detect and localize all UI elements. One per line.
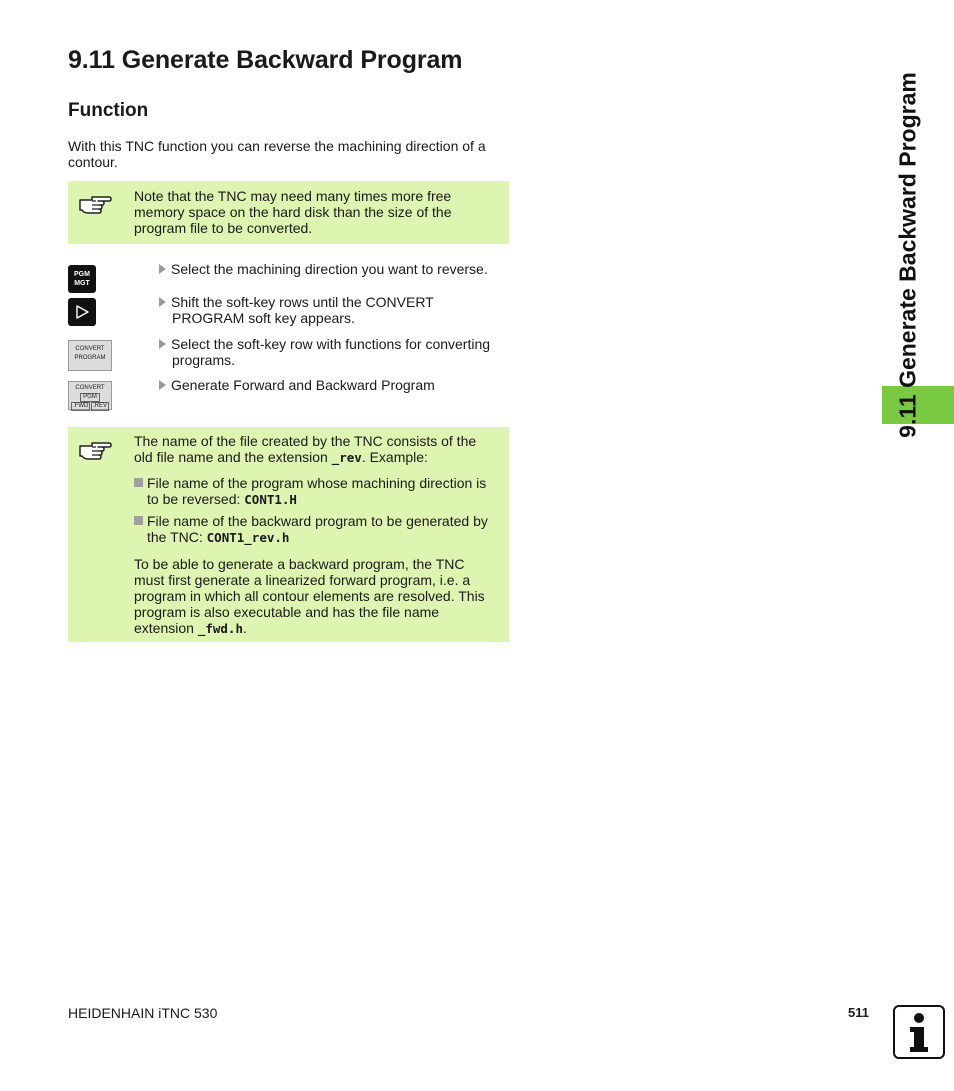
- info-glyph: [895, 1007, 943, 1057]
- note-line: extension: [134, 620, 198, 636]
- note-line: program file to be converted.: [134, 220, 313, 236]
- step-item: [159, 294, 511, 326]
- note-line: Note that the TNC may need many times more free: [134, 188, 452, 204]
- softkey-label: CONVERT: [75, 346, 105, 352]
- step-text: PROGRAM soft key appears.: [172, 310, 355, 326]
- step-text: programs.: [172, 352, 236, 368]
- pointing-hand-icon: [78, 191, 112, 217]
- step-text: Select the soft-key row with functions for converting: [171, 336, 491, 352]
- list-item: [134, 513, 499, 546]
- square-bullet-icon: [134, 516, 143, 525]
- list-item-text: File name of the backward program to be generated by: [147, 513, 488, 529]
- convert-fwd-rev-softkey[interactable]: [68, 381, 112, 410]
- step-text: Select the machining direction you want to reverse.: [171, 261, 488, 277]
- triangle-bullet-icon: [159, 264, 166, 274]
- softkey-label: PGM: [80, 393, 100, 402]
- convert-program-softkey[interactable]: [68, 340, 112, 371]
- note-line: memory space on the hard disk than the size of the: [134, 204, 452, 220]
- step-item: [159, 336, 511, 368]
- note-box-memory: [68, 181, 509, 244]
- pgm-mgt-key[interactable]: [68, 265, 96, 293]
- key-label: PGM: [74, 271, 90, 278]
- softkey-label: CONVERT: [75, 385, 105, 391]
- page-title: 9.11 Generate Backward Program: [68, 46, 463, 74]
- note-line: program in which all contour elements are resolved. This: [134, 588, 485, 604]
- section-heading: Function: [68, 100, 149, 121]
- intro-paragraph: With this TNC function you can reverse the machining direction of a contour.: [68, 138, 486, 170]
- triangle-bullet-icon: [159, 339, 166, 349]
- note-line: . Example:: [361, 449, 428, 465]
- page-number: 511: [848, 1005, 869, 1020]
- note-line: old file name and the extension: [134, 449, 328, 465]
- note-line: The name of the file created by the TNC consists of the: [134, 433, 477, 449]
- softkey-label: .REV: [92, 403, 107, 409]
- step-item: [159, 377, 511, 393]
- right-arrow-icon: [74, 304, 90, 320]
- triangle-bullet-icon: [159, 297, 166, 307]
- triangle-bullet-icon: [159, 380, 166, 390]
- note-line: program is also executable and has the file name: [134, 604, 440, 620]
- note-text: [134, 433, 499, 637]
- list-item-text: File name of the program whose machining direction is: [147, 475, 487, 491]
- note-text: [134, 188, 499, 236]
- filename-code: CONT1.H: [244, 492, 297, 507]
- softkey-label: .FWD: [73, 403, 89, 409]
- square-bullet-icon: [134, 478, 143, 487]
- softkey-label: PROGRAM: [74, 355, 106, 361]
- key-label: MGT: [74, 280, 90, 287]
- step-text: Generate Forward and Backward Program: [171, 377, 435, 393]
- footer-product: HEIDENHAIN iTNC 530: [68, 1005, 218, 1021]
- info-icon: [893, 1005, 945, 1059]
- pointing-hand-icon: [78, 437, 112, 463]
- note-line: To be able to generate a backward program, the TNC: [134, 556, 465, 572]
- list-item-text: the TNC:: [147, 529, 207, 545]
- note-paragraph: [134, 556, 499, 637]
- note-box-filenames: [68, 427, 509, 642]
- side-chapter-title: 9.11 Generate Backward Program: [894, 72, 921, 438]
- note-line: .: [242, 620, 247, 636]
- filename-code: CONT1_rev.h: [206, 530, 290, 545]
- list-item: [134, 475, 499, 508]
- extension-code: _fwd.h: [197, 621, 243, 636]
- step-text: Shift the soft-key rows until the CONVERT: [171, 294, 434, 310]
- next-softkey-row-key[interactable]: [68, 298, 96, 326]
- step-item: [159, 261, 511, 277]
- list-item-text: to be reversed:: [147, 491, 245, 507]
- note-line: must first generate a linearized forward program, i.e. a: [134, 572, 471, 588]
- extension-code: _rev: [331, 450, 362, 465]
